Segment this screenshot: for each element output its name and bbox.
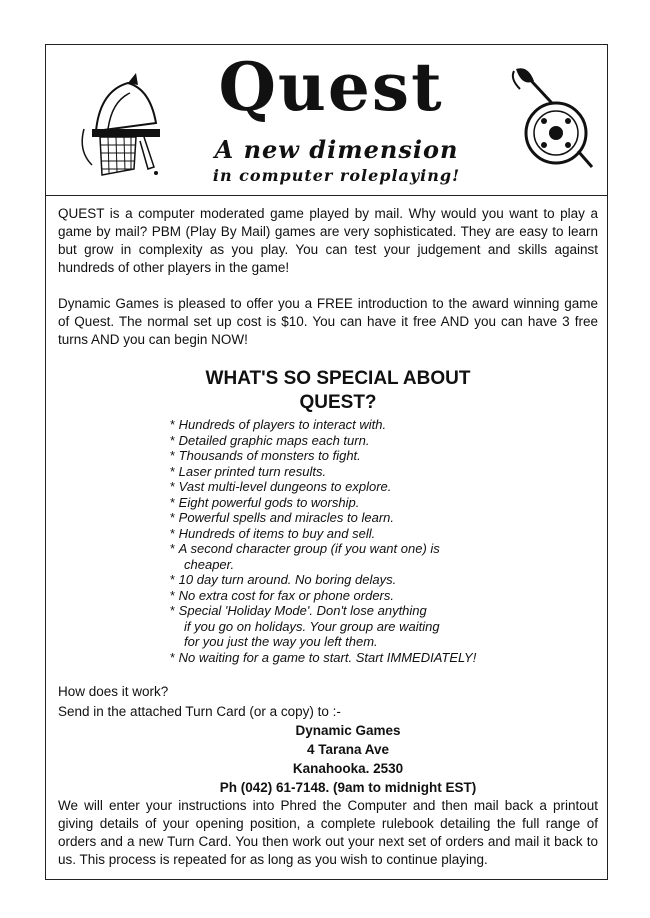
feature-item <box>170 572 598 588</box>
feature-text-continued: if you go on holidays. Your group are waiting <box>184 618 440 634</box>
feature-item <box>170 603 598 650</box>
feature-text: No extra cost for fax or phone orders. <box>178 587 394 603</box>
feature-text: Hundreds of items to buy and sell. <box>178 525 376 541</box>
feature-text: Powerful spells and miracles to learn. <box>178 510 394 525</box>
tagline-line1: A new dimension <box>214 135 459 164</box>
closing-paragraph: We will enter your instructions into Phred the Computer and then mail back a printout giving details of your opening position, a complete rulebook detailing the full range of orders and a new Turn Card. You then work out your next set of orders and mail it back to us. This process is repeated for as long as you wish to continue playing. <box>58 798 598 867</box>
intro-paragraph-2: Dynamic Games is pleased to offer you a FREE introduction to the award winning game of Quest. The normal set up cost is $10. You can have it free AND you can have 3 free turns AND you can begin NOW! <box>58 296 598 347</box>
intro-paragraph-1: QUEST is a computer moderated game played by mail. Why would you want to play a game by mail? PBM (Play By Mail) games are very sophisticated. They are easy to learn but grow in complexity as you play. You can test your judgement and skills against hundreds of other players in the game! <box>58 206 598 275</box>
feature-item <box>170 417 598 433</box>
feature-item <box>170 464 598 480</box>
feature-item <box>170 448 598 464</box>
page-title: Quest <box>218 48 444 126</box>
feature-text: Thousands of monsters to fight. <box>178 448 361 463</box>
feature-item <box>170 588 598 604</box>
feature-text: 10 day turn around. No boring delays. <box>178 572 397 587</box>
feature-text-continued: cheaper. <box>184 556 235 572</box>
address-line: Ph (042) 61-7148. (9am to midnight EST) <box>219 780 477 795</box>
mailing-address <box>58 721 598 797</box>
tagline-line2: in computer roleplaying! <box>212 166 461 185</box>
special-heading <box>58 367 598 415</box>
address-line: 4 Tarana Ave <box>306 742 390 757</box>
feature-text: Eight powerful gods to worship. <box>178 494 360 510</box>
how-question: How does it work? <box>58 684 169 699</box>
header-banner <box>46 45 607 196</box>
special-heading-line2: QUEST? <box>299 392 377 413</box>
advert-frame <box>45 44 608 880</box>
address-line: Kanahooka. 2530 <box>292 761 404 776</box>
feature-item <box>170 526 598 542</box>
feature-text: No waiting for a game to start. Start IMMEDIATELY! <box>178 649 477 665</box>
feature-item <box>170 433 598 449</box>
feature-text: Detailed graphic maps each turn. <box>178 432 370 448</box>
helmet-icon <box>78 71 168 181</box>
special-heading-line1: WHAT'S SO SPECIAL ABOUT <box>205 368 471 389</box>
feature-item <box>170 541 598 572</box>
feature-text: Special 'Holiday Mode'. Don't lose anything <box>178 603 427 618</box>
feature-text: Laser printed turn results. <box>178 463 327 479</box>
send-instruction: Send in the attached Turn Card (or a copy) to :- <box>58 704 341 719</box>
feature-list <box>170 417 598 665</box>
feature-item <box>170 510 598 526</box>
feature-text-continued: for you just the way you left them. <box>184 634 378 649</box>
advert-body <box>58 205 598 869</box>
feature-item <box>170 650 598 666</box>
feature-text: Vast multi-level dungeons to explore. <box>178 479 392 494</box>
address-line: Dynamic Games <box>295 723 401 738</box>
feature-text: Hundreds of players to interact with. <box>178 417 387 432</box>
feature-text: A second character group (if you want one) is <box>178 541 440 556</box>
feature-item <box>170 479 598 495</box>
feature-item <box>170 495 598 511</box>
